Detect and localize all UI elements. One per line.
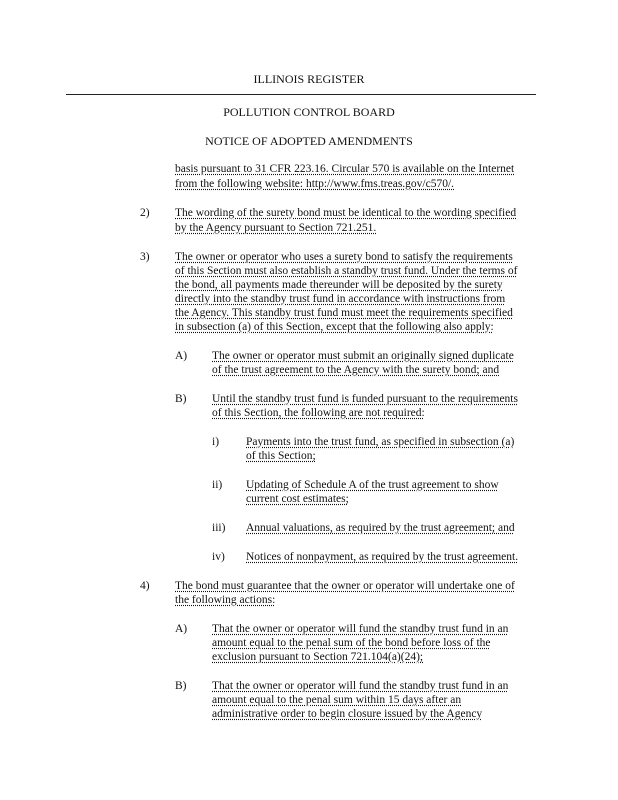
continuation-line: from the following website: http://www.fms.treas.gov/c570/.: [175, 178, 455, 190]
item-4-line: the following actions:: [175, 594, 276, 606]
item-3a-number: A): [175, 350, 188, 362]
item-2-line: by the Agency pursuant to Section 721.251.: [175, 222, 377, 234]
item-4-number: 4): [140, 580, 150, 592]
item-3b-i-line: of this Section;: [246, 450, 316, 462]
item-3a-line: of the trust agreement to the Agency with the surety bond; and: [212, 364, 500, 376]
item-3b-iii-line: Annual valuations, as required by the trust agreement; and: [246, 522, 515, 534]
item-4a-line: exclusion pursuant to Section 721.104(a)(24);: [212, 651, 424, 663]
board-name: POLLUTION CONTROL BOARD: [223, 105, 395, 119]
item-3b-ii-line: current cost estimates;: [246, 493, 349, 505]
item-3b-i-number: i): [212, 436, 220, 448]
header-rule: [66, 94, 536, 95]
item-3b-ii-number: ii): [212, 479, 223, 491]
notice-title: NOTICE OF ADOPTED AMENDMENTS: [205, 134, 413, 148]
continuation-line: basis pursuant to 31 CFR 223.16. Circular 570 is available on the Internet: [175, 163, 515, 175]
item-4a-number: A): [175, 623, 188, 635]
item-3b-iv-line: Notices of nonpayment, as required by the trust agreement.: [246, 551, 519, 563]
item-4b-line: That the owner or operator will fund the standby trust fund in an: [212, 680, 509, 692]
item-3b-number: B): [175, 393, 187, 405]
item-2-line: The wording of the surety bond must be identical to the wording specified: [175, 207, 517, 219]
item-3b-line: of this Section, the following are not required:: [212, 407, 425, 419]
item-4a-line: That the owner or operator will fund the standby trust fund in an: [212, 623, 509, 635]
item-4b-line: administrative order to begin closure issued by the Agency: [212, 708, 483, 720]
item-4-line: The bond must guarantee that the owner or operator will undertake one of: [175, 580, 515, 592]
item-3b-ii-line: Updating of Schedule A of the trust agreement to show: [246, 479, 499, 491]
item-3b-iii-number: iii): [212, 522, 226, 534]
item-4a-line: amount equal to the penal sum of the bond before loss of the: [212, 637, 491, 649]
item-3-number: 3): [140, 251, 150, 263]
item-3-line: The owner or operator who uses a surety bond to satisfy the requirements: [175, 251, 513, 263]
item-3-line: the bond, all payments made thereunder will be deposited by the surety: [175, 279, 503, 291]
item-4b-line: amount equal to the penal sum within 15 days after an: [212, 694, 462, 706]
item-3a-line: The owner or operator must submit an originally signed duplicate: [212, 350, 514, 362]
item-3b-iv-number: iv): [212, 551, 225, 563]
item-3-line: directly into the standby trust fund in accordance with instructions from: [175, 293, 506, 305]
item-3-line: of this Section must also establish a standby trust fund. Under the terms of: [175, 265, 518, 277]
item-3-line: in subsection (a) of this Section, except that the following also apply:: [175, 321, 494, 333]
item-3b-line: Until the standby trust fund is funded pursuant to the requirements: [212, 393, 518, 405]
register-title: ILLINOIS REGISTER: [253, 72, 365, 86]
item-2-number: 2): [140, 207, 150, 219]
item-4b-number: B): [175, 680, 187, 692]
item-3b-i-line: Payments into the trust fund, as specified in subsection (a): [246, 436, 515, 448]
item-3-line: the Agency. This standby trust fund must meet the requirements specified: [175, 307, 513, 319]
